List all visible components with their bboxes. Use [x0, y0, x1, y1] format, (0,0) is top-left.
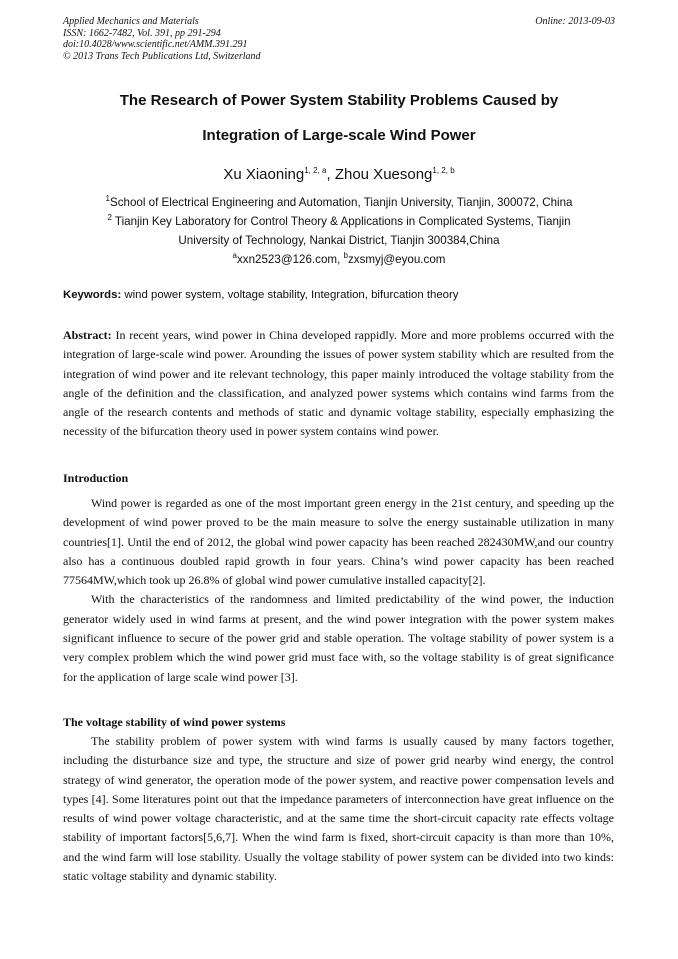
abstract-text: In recent years, wind power in China developed rappidly. More and more problems occurred with the integration of large-scale wind power. Arounding the issues of power system stability which are resulted from the integration of wind power and ite relevant technology, this paper mainly introduced the voltage stability from the angle of the definition and the classification, and analyzed power systems which contains wind farms from the angle of the research contents and methods of static and dynamic voltage stability, especially emphasizing the necessity of the bifurcation theory used in power system contains wind power.: [63, 328, 614, 439]
affiliation-1: [60, 193, 618, 212]
email-marker: b: [343, 251, 348, 261]
affiliation-2: [60, 212, 618, 231]
affiliation-marker: 2: [107, 213, 112, 223]
paragraph: The stability problem of power system with wind farms is usually caused by many factors together, including the disturbance size and type, the structure and size of power grid nearby wind energy, the control strategy of wind generator, the operation mode of the power system, and reactive power compensation levels and types [4]. Some literatures point out that the impedance parameters of interconnection have great influence on the results of wind power voltage characteristic, and at the same time the short-circuit capacity rate effects voltage stability of important factors[5,6,7]. When the wind farm is fixed, short-circuit capacity is than more than 10%, and the wind farm will lose stability. Usually the voltage stability of power system can be divided into two kinds: static voltage stability and dynamic stability.: [63, 734, 614, 884]
section-heading-voltage-stability: The voltage stability of wind power systems: [63, 715, 286, 729]
author-emails: [60, 250, 618, 269]
affiliation-marker: 1: [105, 194, 110, 204]
email-address: xxn2523@126.com,: [237, 253, 344, 266]
section-heading-introduction: Introduction: [63, 471, 129, 485]
affiliation-2-continued: University of Technology, Nankai District, Tianjin 300384,China: [178, 234, 500, 247]
author-affiliation-marker: 1, 2, b: [432, 166, 455, 175]
journal-name: Applied Mechanics and Materials: [63, 16, 199, 27]
author-affiliation-marker: 1, 2, a: [304, 166, 327, 175]
affiliation-text: School of Electrical Engineering and Automation, Tianjin University, Tianjin, 300072, China: [109, 196, 573, 209]
journal-header: [63, 16, 615, 62]
email-marker: a: [232, 251, 237, 261]
paragraph: Wind power is regarded as one of the most important green energy in the 21st century, and speeding up the development of wind power proved to be the main measure to solve the energy sustainable utilization in many countries[1]. Until the end of 2012, the global wind power capacity has been reached 282430MW,and our country also has a continuous doubled rapid growth in four years. China’s wind power capacity has been reached 77564MW,which took up 26.8% of global wind power cumulative installed capacity[2].: [63, 496, 614, 588]
voltage-stability-body: [63, 732, 614, 886]
author-separator: ,: [326, 166, 335, 183]
author-list: [40, 166, 638, 183]
journal-issn: ISSN: 1662-7482, Vol. 391, pp 291-294: [63, 27, 221, 39]
journal-copyright: © 2013 Trans Tech Publications Ltd, Switzerland: [63, 50, 261, 62]
email-address: zxsmyj@eyou.com: [347, 253, 446, 266]
paper-title-line-2: Integration of Large-scale Wind Power: [202, 127, 476, 144]
author-name: Zhou Xuesong: [334, 166, 433, 183]
introduction-body: [63, 494, 614, 687]
keywords: [63, 289, 615, 301]
affiliations: [60, 193, 618, 269]
journal-doi: doi:10.4028/www.scientific.net/AMM.391.291: [63, 39, 248, 50]
paper-title-line-1: The Research of Power System Stability Problems Caused by: [119, 92, 559, 109]
online-date: Online: 2013-09-03: [535, 16, 615, 27]
keywords-text: wind power system, voltage stability, Integration, bifurcation theory: [121, 289, 459, 301]
paragraph: With the characteristics of the randomness and limited predictability of the wind power, the induction generator widely used in wind farms at present, and the wind power integration with the power system makes significant influence to secure of the power grid and stable operation. The voltage stability of power system is a very complex problem which the wind power grid must face with, so the voltage stability is of great significance for the application of large scale wind power [3].: [63, 592, 614, 684]
keywords-label: Keywords:: [63, 289, 122, 301]
abstract-label: Abstract:: [63, 328, 112, 342]
author-name: Xu Xiaoning: [223, 166, 305, 183]
abstract: [63, 326, 614, 442]
affiliation-text: Tianjin Key Laboratory for Control Theory & Applications in Complicated Systems, Tianjin: [111, 215, 571, 228]
